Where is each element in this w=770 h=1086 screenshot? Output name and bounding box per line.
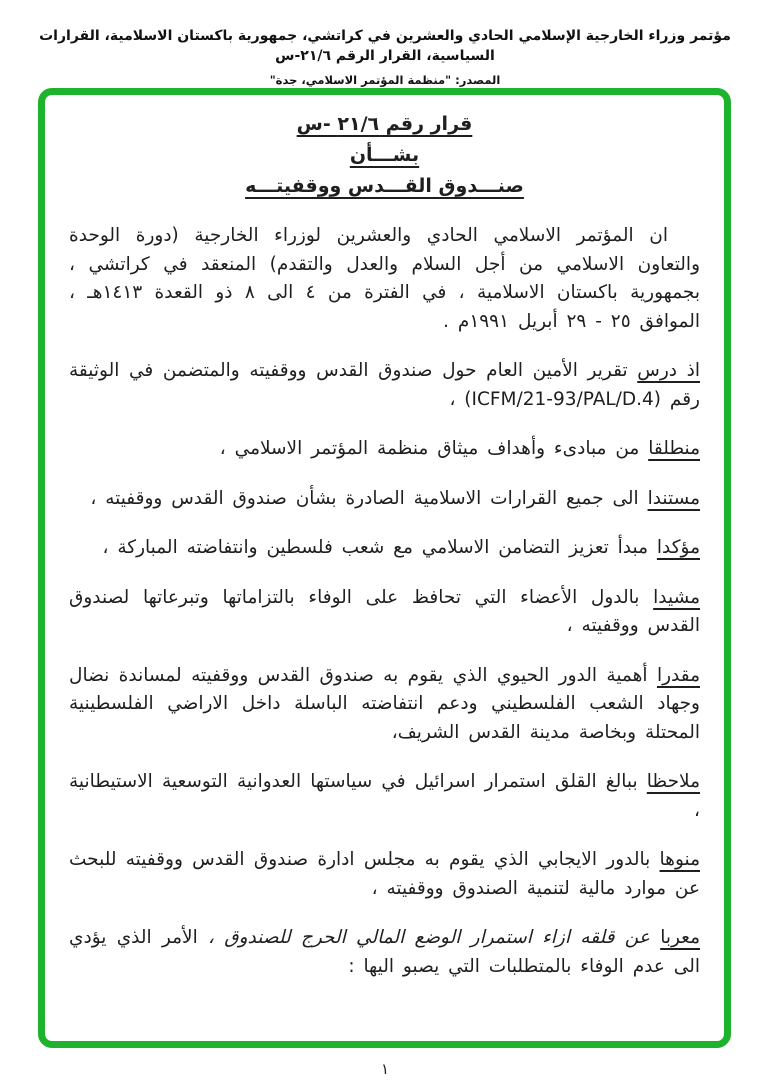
resolution-title (69, 109, 700, 202)
paragraph-text: الى جميع القرارات الاسلامية الصادرة بشأن صندوق القدس ووقفيته ، (90, 487, 648, 509)
resolution-paragraph (69, 222, 700, 336)
paragraph-text: الأمر الذي يؤدي الى عدم الوفاء بالمتطلبات التي يصبو اليها : (69, 927, 700, 977)
paragraph-lead-word: مؤكدا (656, 537, 700, 558)
paragraph-lead-word: منطلقا (648, 438, 700, 459)
document-header (0, 0, 770, 87)
paragraph-lead-word: منوها (659, 849, 700, 870)
resolution-paragraph (69, 768, 700, 825)
resolution-title-line: قرار رقم ٢١/٦ -س (296, 113, 473, 135)
paragraph-lead-word: ملاحظا (646, 771, 700, 792)
header-source-line: المصدر: "منظمة المؤتمر الاسلامي، جدة" (269, 73, 501, 87)
paragraph-text: بالدول الأعضاء التي تحافظ على الوفاء بالتزاماتها وتبرعاتها لصندوق القدس ووقفيته ، (69, 586, 700, 636)
resolution-paragraph (69, 584, 700, 641)
page-number: ١ (380, 1060, 390, 1078)
resolution-paragraph (69, 924, 700, 981)
paragraph-text: تقرير الأمين العام حول صندوق القدس ووقفيته والمتضمن في الوثيقة رقم (ICFM/21-93/PAL/D.4) ، (69, 360, 700, 410)
resolution-paragraph (69, 485, 700, 514)
resolution-paragraph (69, 357, 700, 414)
resolution-body (69, 222, 700, 981)
paragraph-text: أهمية الدور الحيوي الذي يقوم به صندوق القدس ووقفيته لمساندة نضال وجهاد الشعب الفلسطيني ودعم انتفاضته الباسلة داخل الاراضي الفلسطينية المحتلة وبخاصة مدينة القدس الشريف، (69, 664, 700, 743)
resolution-title-line: صنـــدوق القـــدس ووقفيتـــه (245, 175, 524, 197)
paragraph-text: ان المؤتمر الاسلامي الحادي والعشرين لوزراء الخارجية (دورة الوحدة والتعاون الاسلامي من أجل السلام والعدل والتقدم) المنعقد في كراتشي ، بجمهورية باكستان الاسلامية ، في الفترة من ٤ الى ٨ ذو القعدة ١٤١٣هـ ، الموافق ٢٥ - ٢٩ أبريل ١٩٩١م . (69, 225, 700, 332)
paragraph-lead-word: مستندا (647, 487, 700, 509)
paragraph-lead-word: اذ درس (637, 360, 701, 381)
paragraph-lead-word: معربا (660, 927, 701, 948)
resolution-paragraph (69, 435, 700, 464)
paragraph-text: من مبادىء وأهداف ميثاق منظمة المؤتمر الاسلامي ، (219, 438, 649, 459)
paragraph-text: مبدأ تعزيز التضامن الاسلامي مع شعب فلسطين وانتفاضته المباركة ، (102, 537, 657, 558)
paragraph-italic-text: عن قلقه ازاء استمرار الوضع المالي الحرج للصندوق ، (208, 927, 661, 948)
resolution-paragraph (69, 846, 700, 903)
resolution-paragraph (69, 662, 700, 748)
header-citation-line: مؤتمر وزراء الخارجية الإسلامي الحادي والعشرين في كراتشي، جمهورية باكستان الاسلامية، القرارات السياسية، القرار الرقم ٢١/٦-س (39, 28, 731, 64)
resolution-paragraph (69, 534, 700, 563)
resolution-frame (38, 88, 731, 1048)
paragraph-lead-word: مقدرا (656, 664, 700, 686)
paragraph-text: ببالغ القلق استمرار اسرائيل في سياستها العدوانية التوسعية الاستيطانية ، (69, 771, 700, 821)
paragraph-text: بالدور الايجابي الذي يقوم به مجلس ادارة صندوق القدس ووقفيته للبحث عن موارد مالية لتنمية الصندوق ووقفيته ، (69, 849, 700, 899)
resolution-title-line: بشـــأن (349, 144, 420, 166)
paragraph-lead-word: مشيدا (653, 586, 700, 608)
